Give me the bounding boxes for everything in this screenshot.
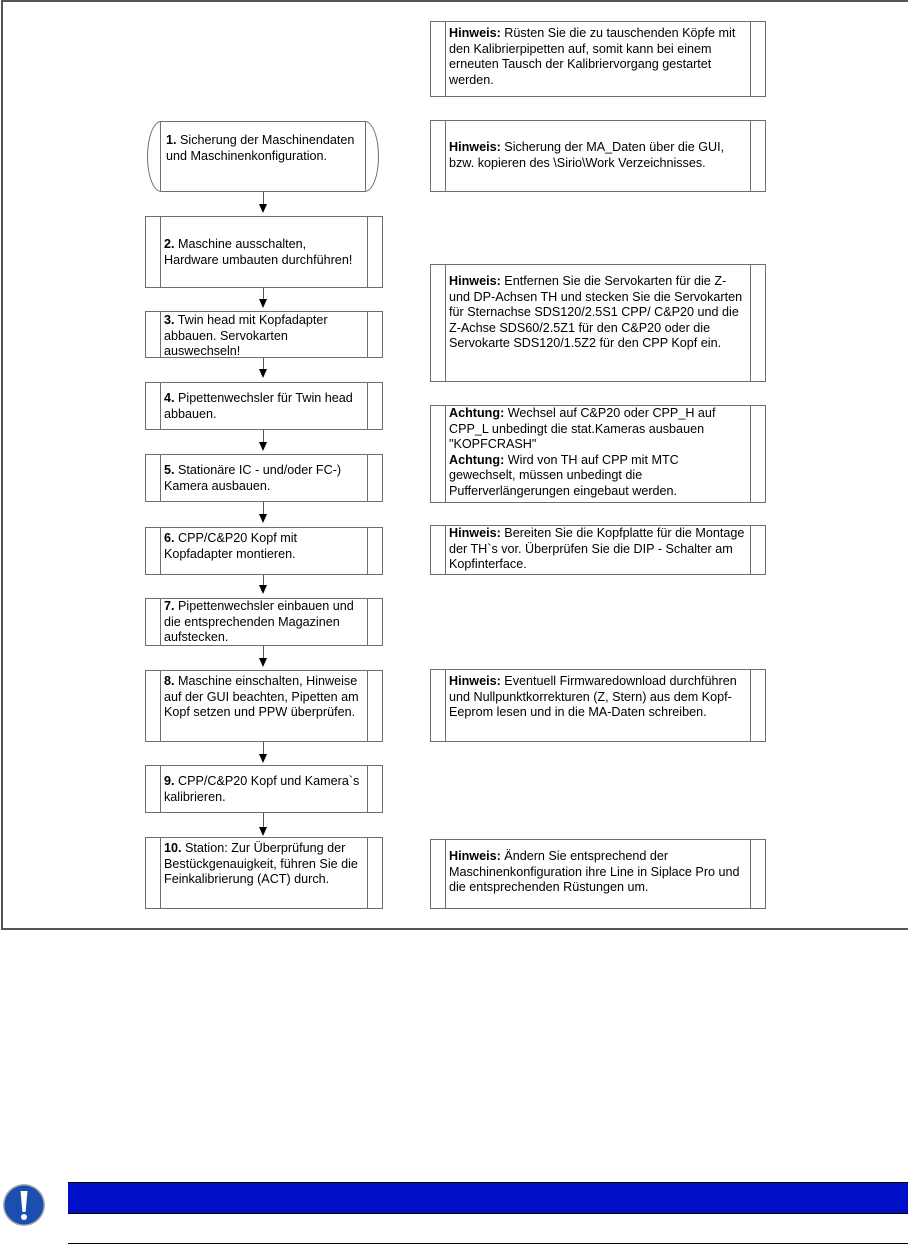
step-text: Maschine ausschalten, Hardware umbauten durchführen! [164,237,353,267]
step-6-box [145,527,383,575]
note-box-1 [430,21,766,97]
step-text: Maschine einschalten, Hinweise auf der GUI beachten, Pipetten am Kopf setzen und PPW überprüfen. [164,674,359,719]
note-label: Hinweis: [449,674,501,688]
arrow-down-icon [259,369,267,378]
step-number: 4. [164,391,175,405]
note-text: Wechsel auf C&P20 oder CPP_H auf CPP_L unbedingt die stat.Kameras ausbauen "KOPFCRASH" [449,406,716,451]
step-9-box [145,765,383,813]
arrow-down-icon [259,658,267,667]
step-number: 10. [164,841,182,855]
notice-divider [68,1243,908,1244]
step-3-box [145,311,383,358]
note-label: Hinweis: [449,526,501,540]
step-4-box [145,382,383,430]
note-text: Bereiten Sie die Kopfplatte für die Montage der TH`s vor. Überprüfen Sie die DIP - Schalter am Kopfinterface. [449,526,745,571]
connector-line [263,192,264,204]
step-number: 1. [166,133,177,147]
connector-line [263,430,264,442]
note-label: Achtung: [449,452,505,467]
step-number: 9. [164,774,175,788]
arrow-down-icon [259,827,267,836]
connector-line [263,288,264,299]
note-box-4 [430,405,766,503]
note-label: Hinweis: [449,274,501,288]
arrow-down-icon [259,514,267,523]
note-label: Hinweis: [449,849,501,863]
step-1-terminator [147,121,379,192]
step-text: Stationäre IC - und/oder FC-) Kamera ausbauen. [164,463,342,493]
step-number: 3. [164,313,175,327]
step-text: Twin head mit Kopfadapter abbauen. Servokarten auswechseln! [164,313,328,358]
arrow-down-icon [259,299,267,308]
note-text: Wird von TH auf CPP mit MTC gewechselt, müssen unbedingt die Pufferverlängerungen eingebaut werden. [449,452,679,498]
connector-line [263,502,264,514]
note-box-3 [430,264,766,382]
step-text: CPP/C&P20 Kopf und Kamera`s kalibrieren. [164,774,360,804]
note-text: Ändern Sie entsprechend der Maschinenkonfiguration ihre Line in Siplace Pro und die entsprechenden Rüstungen um. [449,849,740,894]
step-text: Station: Zur Überprüfung der Bestückgenauigkeit, führen Sie die Feinkalibrierung (ACT) durch. [164,841,358,886]
note-box-7 [430,839,766,909]
connector-line [263,813,264,827]
note-text: Sicherung der MA_Daten über die GUI, bzw. kopieren des \Sirio\Work Verzeichnisses. [449,140,725,170]
note-box-6 [430,669,766,742]
step-number: 5. [164,463,175,477]
exclamation-circle-icon [2,1183,46,1227]
step-number: 6. [164,531,175,545]
note-text: Entfernen Sie die Servokarten für die Z- und DP-Achsen TH und stecken Sie die Servokarten für Sternachse SDS120/2.5S1 CPP/ C&P20 und die Z-Achse SDS60/2.5Z1 für den C&P20 oder die Servokarte SDS120/1.5Z2 für den CPP Kopf ein. [449,274,743,350]
note-box-5 [430,525,766,575]
note-box-2 [430,120,766,192]
arrow-down-icon [259,754,267,763]
arrow-down-icon [259,442,267,451]
note-text: Eventuell Firmwaredownload durchführen und Nullpunktkorrekturen (Z, Stern) aus dem Kopf-Eeprom lesen und in die MA-Daten schreiben. [449,674,737,719]
step-number: 8. [164,674,175,688]
note-label: Achtung: [449,406,505,420]
step-2-box [145,216,383,288]
arrow-down-icon [259,204,267,213]
step-number: 7. [164,599,175,613]
step-8-box [145,670,383,742]
note-label: Hinweis: [449,26,501,40]
step-5-box [145,454,383,502]
step-text: Pipettenwechsler einbauen und die entsprechenden Magazinen aufstecken. [164,599,354,644]
connector-line [263,742,264,754]
connector-line [263,358,264,369]
step-text: Pipettenwechsler für Twin head abbauen. [164,391,353,421]
step-7-box [145,598,383,646]
step-text: Sicherung der Maschinendaten und Maschinenkonfiguration. [166,133,355,163]
connector-line [263,646,264,658]
note-label: Hinweis: [449,140,501,154]
note-text: Rüsten Sie die zu tauschenden Köpfe mit den Kalibrierpipetten auf, somit kann bei einem erneuten Tausch der Kalibriervorgang gestartet werden. [449,26,736,87]
connector-line [263,575,264,585]
notice-banner [68,1182,908,1214]
step-number: 2. [164,237,175,251]
step-10-box [145,837,383,909]
arrow-down-icon [259,585,267,594]
step-text: CPP/C&P20 Kopf mit Kopfadapter montieren. [164,531,298,561]
